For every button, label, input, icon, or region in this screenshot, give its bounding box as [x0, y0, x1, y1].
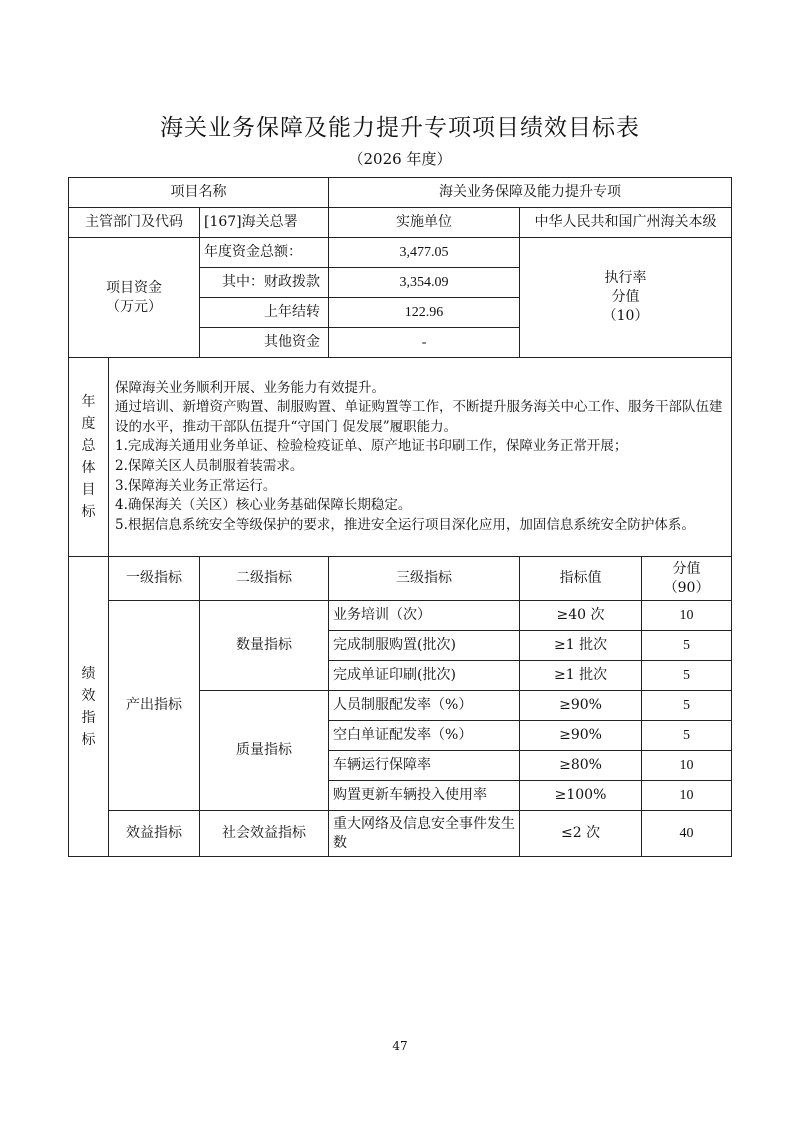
- goal-line: 3.保障海关业务正常运行。: [115, 477, 277, 494]
- funds-total-value: 3,477.05: [329, 238, 520, 268]
- funds-carryover-value: 122.96: [329, 298, 520, 328]
- department-label: 主管部门及代码: [69, 208, 200, 238]
- funds-other-value: -: [329, 328, 520, 358]
- implementing-unit-value: 中华人民共和国广州海关本级: [520, 208, 732, 238]
- indicator-name: 业务培训（次）: [329, 601, 520, 631]
- indicator-header-row: [69, 557, 732, 601]
- funds-carryover-label: 上年结转: [200, 298, 329, 328]
- header-score: [642, 557, 732, 601]
- goals-label-char: 标: [81, 504, 96, 520]
- performance-target-table: [68, 177, 732, 857]
- project-name-row: [69, 178, 732, 208]
- page-title: 海关业务保障及能力提升专项项目绩效目标表: [160, 115, 640, 141]
- funds-label: [69, 238, 200, 358]
- indicator-value: ≥1 批次: [520, 661, 642, 691]
- funds-label-line1: 项目资金: [106, 279, 162, 296]
- indicator-value: ≥40 次: [520, 601, 642, 631]
- department-row: [69, 208, 732, 238]
- execution-rate-line1: 执行率: [604, 270, 647, 286]
- header-score-line2: （90）: [663, 579, 710, 596]
- goal-line: 2.保障关区人员制服着装需求。: [115, 458, 304, 474]
- indicators-label: [69, 557, 109, 857]
- indicator-score: 40: [642, 811, 732, 857]
- funds-total-row: [69, 238, 732, 268]
- indicators-label-char: 标: [81, 731, 96, 748]
- indicator-value: ≥100%: [520, 781, 642, 811]
- page-number: 47: [392, 1039, 408, 1053]
- funds-fiscal-label: 其中：财政拨款: [200, 268, 329, 298]
- header-level3: 三级指标: [329, 557, 520, 601]
- goal-line: 1.完成海关通用业务单证、检验检疫证单、原产地证书印刷工作，保障业务正常开展；: [115, 438, 628, 455]
- indicators-label-char: 效: [81, 687, 96, 704]
- annual-goals-row: [69, 358, 732, 557]
- table-row: [69, 601, 732, 631]
- execution-rate-cell: [520, 238, 732, 358]
- indicator-name: 空白单证配发率（%）: [329, 721, 520, 751]
- indicator-score: 10: [642, 751, 732, 781]
- goals-label-char: 体: [81, 460, 96, 476]
- indicators-label-char: 绩: [81, 665, 96, 682]
- goal-line: 通过培训、新增资产购置、制服购置、单证购置等工作，不断提升服务海关中心工作、服务干部队伍建设的水平，推动干部队伍提升“守国门 促发展”履职能力。: [115, 399, 723, 435]
- funds-other-label: 其他资金: [200, 328, 329, 358]
- department-value: [167]海关总署: [200, 208, 329, 238]
- indicator-value: ≥80%: [520, 751, 642, 781]
- implementing-unit-label: 实施单位: [329, 208, 520, 238]
- indicator-value: ≤2 次: [520, 811, 642, 857]
- table-row: [69, 811, 732, 857]
- header-level1: 一级指标: [109, 557, 200, 601]
- execution-rate-line2: 分值: [611, 289, 640, 305]
- header-score-line1: 分值: [672, 560, 701, 577]
- social-benefit-label: 社会效益指标: [200, 811, 329, 857]
- indicator-value: ≥90%: [520, 721, 642, 751]
- year-label: （2026 年度）: [348, 150, 452, 168]
- goal-line: 保障海关业务顺利开展、业务能力有效提升。: [115, 379, 385, 396]
- indicator-score: 5: [642, 691, 732, 721]
- goals-label-char: 目: [81, 482, 96, 498]
- indicator-name: 重大网络及信息安全事件发生数: [329, 811, 520, 857]
- indicator-score: 5: [642, 661, 732, 691]
- indicator-name: 购置更新车辆投入使用率: [329, 781, 520, 811]
- execution-rate-line3: （10）: [602, 308, 649, 324]
- funds-fiscal-value: 3,354.09: [329, 268, 520, 298]
- goals-label-char: 年: [81, 394, 96, 410]
- indicator-name: 完成制服购置(批次): [329, 631, 520, 661]
- indicator-name: 车辆运行保障率: [329, 751, 520, 781]
- goal-line: 4.确保海关（关区）核心业务基础保障长期稳定。: [115, 497, 412, 514]
- goals-label-char: 度: [81, 416, 96, 432]
- project-name-label: 项目名称: [69, 178, 329, 208]
- goals-label-char: 总: [81, 438, 96, 454]
- output-indicator-label: 产出指标: [109, 601, 200, 811]
- indicator-score: 10: [642, 601, 732, 631]
- indicator-value: ≥1 批次: [520, 631, 642, 661]
- indicator-score: 5: [642, 631, 732, 661]
- quality-indicator-label: 质量指标: [200, 691, 329, 811]
- project-name-value: 海关业务保障及能力提升专项: [329, 178, 732, 208]
- indicators-label-char: 指: [81, 709, 96, 726]
- quantity-indicator-label: 数量指标: [200, 601, 329, 691]
- annual-goals-label: [69, 358, 109, 557]
- funds-total-label: 年度资金总额：: [200, 238, 329, 268]
- annual-goals-content: [109, 358, 732, 557]
- indicator-name: 完成单证印刷(批次): [329, 661, 520, 691]
- indicator-score: 10: [642, 781, 732, 811]
- indicator-name: 人员制服配发率（%）: [329, 691, 520, 721]
- header-value: 指标值: [520, 557, 642, 601]
- goal-line: 5.根据信息系统安全等级保护的要求，推进安全运行项目深化应用，加固信息系统安全防护体系。: [115, 516, 695, 533]
- indicator-value: ≥90%: [520, 691, 642, 721]
- benefit-indicator-label: 效益指标: [109, 811, 200, 857]
- indicator-score: 5: [642, 721, 732, 751]
- header-level2: 二级指标: [200, 557, 329, 601]
- funds-label-line2: （万元）: [106, 298, 162, 315]
